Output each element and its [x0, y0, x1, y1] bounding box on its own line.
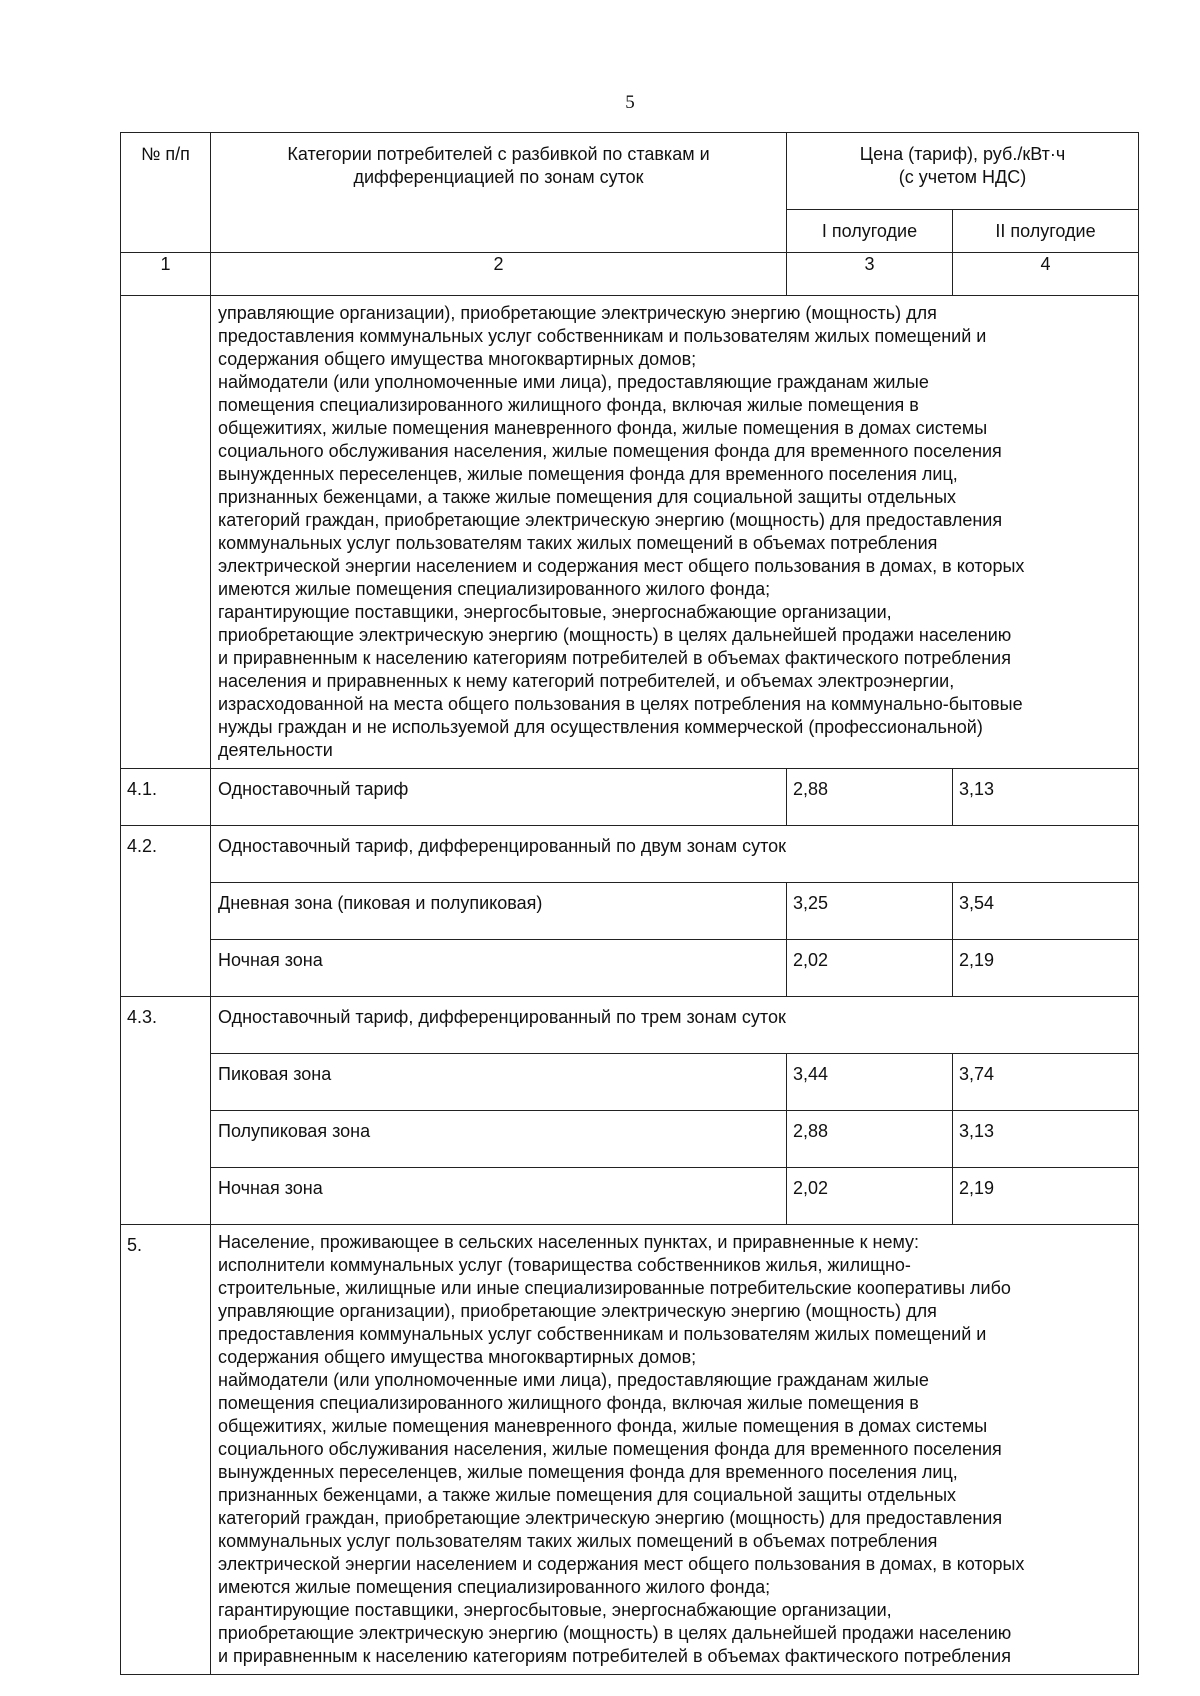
block4-text-line: нужды граждан и не используемой для осуществления коммерческой (профессиональной) — [218, 717, 983, 737]
block5-text-line: управляющие организации), приобретающие электрическую энергию (мощность) для — [218, 1301, 937, 1321]
block4-text-line: наймодатели (или уполномоченные ими лица), предоставляющие гражданам жилые — [218, 372, 929, 392]
row-4-2-day-half1: 3,25 — [787, 883, 953, 940]
block4-text-line: предоставления коммунальных услуг собственникам и пользователям жилых помещений и — [218, 326, 987, 346]
block5-text — [211, 1225, 1139, 1675]
block5-text-line: строительные, жилищные или иные специализированные потребительские кооперативы либо — [218, 1278, 1011, 1298]
block4-text-line: израсходованной на места общего пользования в целях потребления на коммунально-бытовые — [218, 694, 1023, 714]
block4-text-line: электрической энергии населением и содержания мест общего пользования в домах, в которых — [218, 556, 1025, 576]
row-4-3-peak-label: Пиковая зона — [211, 1054, 787, 1111]
block5-num: 5. — [121, 1225, 211, 1675]
colnum-1: 1 — [121, 253, 211, 296]
block5-text-line: электрической энергии населением и содержания мест общего пользования в домах, в которых — [218, 1554, 1025, 1574]
block4-text-line: имеются жилые помещения специализированного жилого фонда; — [218, 579, 771, 599]
block4-text-line: и приравненным к населению категориям потребителей в объемах фактического потребления — [218, 648, 1011, 668]
table-row-4-3-peak — [121, 1054, 1139, 1111]
block4-text-line: управляющие организации), приобретающие электрическую энергию (мощность) для — [218, 303, 937, 323]
row-4-3-semi-label: Полупиковая зона — [211, 1111, 787, 1168]
row-4-3-num: 4.3. — [121, 997, 211, 1225]
block4-text-line: категорий граждан, приобретающие электрическую энергию (мощность) для предоставления — [218, 510, 1003, 530]
header-col-price: Цена (тариф), руб./кВт·ч (с учетом НДС) — [787, 133, 1139, 210]
page-number: 5 — [625, 92, 635, 113]
table-row-4-2 — [121, 826, 1139, 883]
block4-text-line: гарантирующие поставщики, энергосбытовые, энергоснабжающие организации, — [218, 602, 892, 622]
row-4-2-num: 4.2. — [121, 826, 211, 997]
row-4-1-half1: 2,88 — [787, 769, 953, 826]
block4-text-line: помещения специализированного жилищного фонда, включая жилые помещения в — [218, 395, 919, 415]
block5-text-line: признанных беженцами, а также жилые помещения для социальной защиты отдельных — [218, 1485, 957, 1505]
block5-text-line: приобретающие электрическую энергию (мощность) в целях дальнейшей продажи населению — [218, 1623, 1012, 1643]
block5-text-line: Население, проживающее в сельских населенных пунктах, и приравненные к нему: — [218, 1232, 920, 1252]
column-number-row — [121, 253, 1139, 296]
block5-text-line: общежитиях, жилые помещения маневренного фонда, жилые помещения в домах системы — [218, 1416, 988, 1436]
row-4-2-night-half2: 2,19 — [953, 940, 1139, 997]
block4-text-line: вынужденных переселенцев, жилые помещения фонда для временного поселения лиц, — [218, 464, 958, 484]
block5-text-line: категорий граждан, приобретающие электрическую энергию (мощность) для предоставления — [218, 1508, 1003, 1528]
row-4-3-semi-half2: 3,13 — [953, 1111, 1139, 1168]
block5-text-line: наймодатели (или уполномоченные ими лица), предоставляющие гражданам жилые — [218, 1370, 929, 1390]
block4-text-line: деятельности — [218, 740, 333, 760]
block5-text-line: и приравненным к населению категориям потребителей в объемах фактического потребления — [218, 1646, 1011, 1666]
colnum-2: 2 — [211, 253, 787, 296]
block4-text-line: коммунальных услуг пользователям таких жилых помещений в объемах потребления — [218, 533, 938, 553]
colnum-4: 4 — [953, 253, 1139, 296]
row-4-2-day-half2: 3,54 — [953, 883, 1139, 940]
block5-text-line: содержания общего имущества многоквартирных домов; — [218, 1347, 697, 1367]
block4-text-line: приобретающие электрическую энергию (мощность) в целях дальнейшей продажи населению — [218, 625, 1012, 645]
block4-text-line: признанных беженцами, а также жилые помещения для социальной защиты отдельных — [218, 487, 957, 507]
table-row-4-3-night — [121, 1168, 1139, 1225]
row-4-1-label: Одноставочный тариф — [211, 769, 787, 826]
block5-text-line: имеются жилые помещения специализированного жилого фонда; — [218, 1577, 771, 1597]
row-4-2-night-label: Ночная зона — [211, 940, 787, 997]
block4-text-line: общежитиях, жилые помещения маневренного фонда, жилые помещения в домах системы — [218, 418, 988, 438]
row-4-3-peak-half1: 3,44 — [787, 1054, 953, 1111]
header-col-category: Категории потребителей с разбивкой по ставкам и дифференциацией по зонам суток — [211, 133, 787, 253]
block4-text — [211, 296, 1139, 769]
row-4-3-label: Одноставочный тариф, дифференцированный по трем зонам суток — [211, 997, 1139, 1054]
block5-text-line: помещения специализированного жилищного фонда, включая жилые помещения в — [218, 1393, 919, 1413]
header-half2: II полугодие — [953, 210, 1139, 253]
row-4-3-night-half1: 2,02 — [787, 1168, 953, 1225]
block4-text-line: содержания общего имущества многоквартирных домов; — [218, 349, 697, 369]
table-row-4-3-semi — [121, 1111, 1139, 1168]
row-4-1-num: 4.1. — [121, 769, 211, 826]
table-row-4-1 — [121, 769, 1139, 826]
row-4-3-semi-half1: 2,88 — [787, 1111, 953, 1168]
tariff-table — [120, 132, 1139, 1675]
header-half1: I полугодие — [787, 210, 953, 253]
block4-text-line: социального обслуживания населения, жилые помещения фонда для временного поселения — [218, 441, 1002, 461]
block4-num — [121, 296, 211, 769]
header-col-no: № п/п — [121, 133, 211, 253]
block5-text-line: исполнители коммунальных услуг (товарищества собственников жилья, жилищно- — [218, 1255, 911, 1275]
block5-row — [121, 1225, 1139, 1675]
block5-text-line: социального обслуживания населения, жилые помещения фонда для временного поселения — [218, 1439, 1002, 1459]
block5-text-line: коммунальных услуг пользователям таких жилых помещений в объемах потребления — [218, 1531, 938, 1551]
row-4-1-half2: 3,13 — [953, 769, 1139, 826]
row-4-3-peak-half2: 3,74 — [953, 1054, 1139, 1111]
row-4-2-night-half1: 2,02 — [787, 940, 953, 997]
block5-text-line: вынужденных переселенцев, жилые помещения фонда для временного поселения лиц, — [218, 1462, 958, 1482]
block4-row — [121, 296, 1139, 769]
row-4-3-night-half2: 2,19 — [953, 1168, 1139, 1225]
row-4-3-night-label: Ночная зона — [211, 1168, 787, 1225]
block5-text-line: предоставления коммунальных услуг собственникам и пользователям жилых помещений и — [218, 1324, 987, 1344]
table-row-4-2-day — [121, 883, 1139, 940]
row-4-2-day-label: Дневная зона (пиковая и полупиковая) — [211, 883, 787, 940]
row-4-2-label: Одноставочный тариф, дифференцированный по двум зонам суток — [211, 826, 1139, 883]
table-row-4-2-night — [121, 940, 1139, 997]
block4-text-line: населения и приравненных к нему категорий потребителей, и объемах электроэнергии, — [218, 671, 955, 691]
colnum-3: 3 — [787, 253, 953, 296]
table-row-4-3 — [121, 997, 1139, 1054]
block5-text-line: гарантирующие поставщики, энергосбытовые, энергоснабжающие организации, — [218, 1600, 892, 1620]
